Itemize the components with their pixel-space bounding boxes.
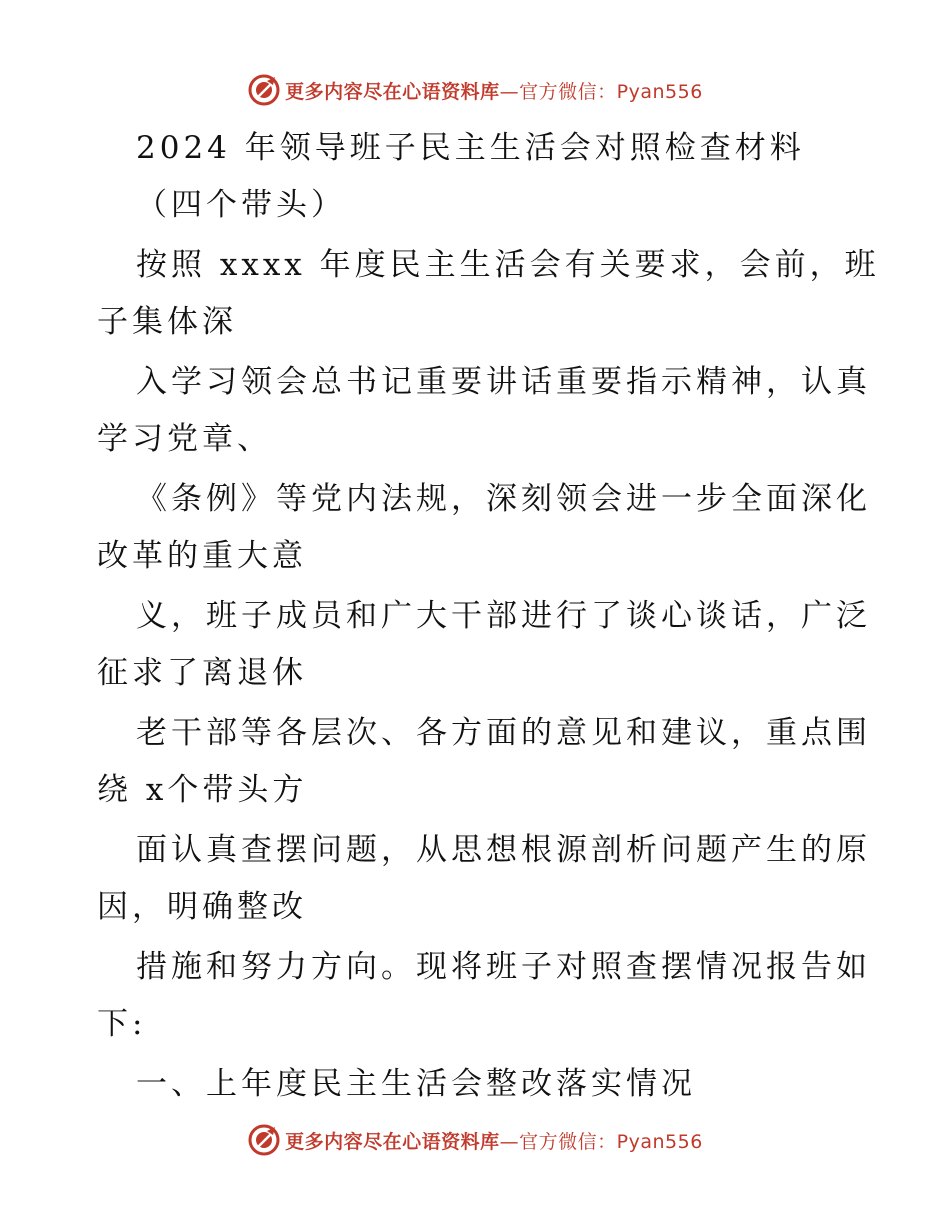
paragraph-line: 下:	[97, 1006, 147, 1042]
paragraph-line: 义，班子成员和广大干部进行了谈心谈话，广泛	[136, 598, 871, 634]
paragraph-line: 改革的重大意	[97, 538, 307, 574]
watermark-banner-bottom	[0, 1120, 950, 1160]
paragraph-line: 《条例》等党内法规，深刻领会进一步全面深化	[136, 481, 871, 517]
watermark-banner-top	[0, 70, 950, 110]
watermark-text: 更多内容尽在心语资料库—官方微信：Pyan556	[285, 80, 703, 103]
document-title: 2024 年领导班子民主生活会对照检查材料	[136, 130, 805, 166]
paragraph-line: 征求了离退休	[97, 655, 307, 691]
paragraph-line: 按照 xxxx 年度民主生活会有关要求，会前，班	[136, 247, 880, 283]
paragraph-line: 因，明确整改	[97, 889, 307, 925]
seal-logo-icon	[247, 1123, 281, 1157]
paragraph-line: 面认真查摆问题，从思想根源剖析问题产生的原	[136, 832, 871, 868]
seal-logo-icon	[247, 73, 281, 107]
document-subtitle: （四个带头）	[136, 187, 346, 223]
paragraph-line: 入学习领会总书记重要讲话重要指示精神，认真	[136, 364, 871, 400]
paragraph-line: 学习党章、	[97, 421, 272, 457]
paragraph-line: 老干部等各层次、各方面的意见和建议，重点围	[136, 715, 871, 751]
paragraph-line: 措施和努力方向。现将班子对照查摆情况报告如	[136, 949, 871, 985]
paragraph-line: 子集体深	[97, 304, 237, 340]
section-heading: 一、上年度民主生活会整改落实情况	[136, 1066, 696, 1102]
watermark-text: 更多内容尽在心语资料库—官方微信：Pyan556	[285, 1130, 703, 1153]
paragraph-line: 绕 x个带头方	[97, 772, 308, 808]
